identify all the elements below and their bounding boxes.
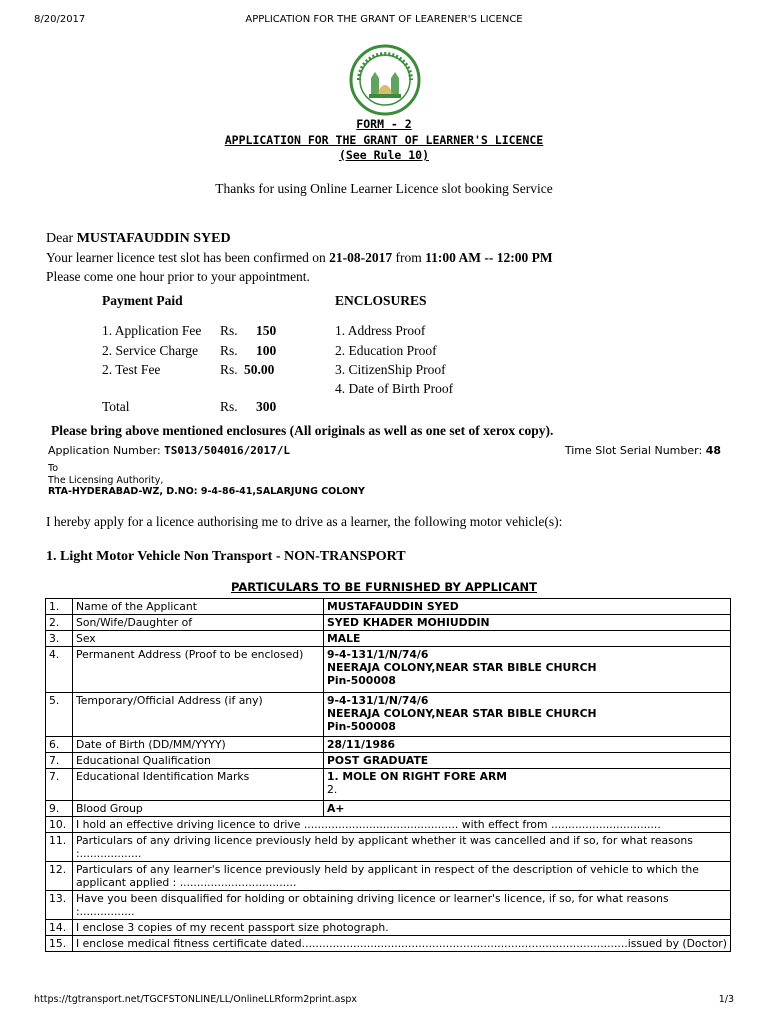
- row-label: Educational Qualification: [73, 753, 324, 769]
- row-statement: Particulars of any learner's licence previously held by applicant in respect of the description of vehicle to which the applicant applied : ..................................: [73, 862, 731, 891]
- row-value: SYED KHADER MOHIUDDIN: [324, 615, 731, 631]
- greeting-dear: Dear: [46, 231, 74, 246]
- payment-label: 2. Service Charge: [102, 343, 199, 358]
- row-value: [324, 647, 731, 693]
- row-number: 1.: [46, 599, 73, 615]
- payment-label: 2. Test Fee: [102, 362, 161, 377]
- slot-date: 21-08-2017: [329, 250, 393, 265]
- page-number: 1/3: [718, 994, 734, 1005]
- payment-label: 1. Application Fee: [102, 323, 202, 338]
- table-row: [46, 631, 731, 647]
- apply-statement: I hereby apply for a licence authorising me to drive as a learner, the following motor vehicle(s):: [46, 514, 563, 529]
- table-row: [46, 801, 731, 817]
- address-pin: Pin-500008: [327, 720, 396, 733]
- table-row: [46, 891, 731, 920]
- payment-rs: Rs.: [220, 399, 238, 414]
- address-authority: The Licensing Authority,: [48, 474, 164, 486]
- row-statement: I enclose medical fitness certificate dated...............................................................................................issued by (Doctor): [73, 936, 731, 952]
- row-label: Name of the Applicant: [73, 599, 324, 615]
- address-line: 9-4-131/1/N/74/6: [327, 648, 429, 661]
- particulars-table: [45, 598, 731, 952]
- row-number: 12.: [46, 862, 73, 891]
- row-number: 4.: [46, 647, 73, 693]
- enclosure-item: 2. Education Proof: [335, 343, 437, 358]
- row-value: MUSTAFAUDDIN SYED: [324, 599, 731, 615]
- row-statement: I hold an effective driving licence to drive ............................................. with effect from ................................: [73, 817, 731, 833]
- row-label: Temporary/Official Address (if any): [73, 693, 324, 737]
- form-rule: (See Rule 10): [338, 148, 429, 162]
- greeting: [46, 231, 231, 247]
- row-label: Sex: [73, 631, 324, 647]
- payment-total-amount: 300: [256, 399, 277, 414]
- row-value: 28/11/1986: [324, 737, 731, 753]
- print-header: [34, 14, 734, 28]
- address-pin: Pin-500008: [327, 674, 396, 687]
- application-number: [48, 444, 290, 457]
- time-slot-serial-value: 48: [705, 444, 721, 457]
- application-number-label: Application Number:: [48, 444, 161, 457]
- print-footer: [34, 994, 734, 1005]
- table-row: [46, 647, 731, 693]
- applicant-name: MUSTAFAUDDIN SYED: [76, 231, 231, 246]
- prior-note: Please come one hour prior to your appointment.: [46, 269, 310, 284]
- address-office: RTA-HYDERABAD-WZ, D.NO: 9-4-86-41,SALARJUNG COLONY: [48, 486, 365, 497]
- payment-rs: Rs.: [220, 323, 238, 338]
- print-title: APPLICATION FOR THE GRANT OF LEARENER'S LICENCE: [245, 14, 523, 25]
- confirm-prefix: Your learner licence test slot has been confirmed on: [46, 250, 326, 265]
- thanks-message: Thanks for using Online Learner Licence slot booking Service: [215, 181, 553, 196]
- enclosures-heading: ENCLOSURES: [335, 293, 427, 308]
- form-number: FORM - 2: [356, 117, 412, 131]
- table-row: [46, 769, 731, 801]
- row-number: 5.: [46, 693, 73, 737]
- identification-mark: 2.: [327, 783, 338, 796]
- row-statement: I enclose 3 copies of my recent passport size photograph.: [73, 920, 731, 936]
- authority-address: [48, 463, 365, 498]
- row-value: POST GRADUATE: [324, 753, 731, 769]
- address-to: To: [48, 463, 59, 474]
- row-label: Educational Identification Marks: [73, 769, 324, 801]
- payment-amount: 100: [256, 343, 277, 358]
- table-row: [46, 817, 731, 833]
- confirmation-line: [46, 250, 553, 266]
- row-number: 9.: [46, 801, 73, 817]
- address-line: NEERAJA COLONY,NEAR STAR BIBLE CHURCH: [327, 707, 597, 720]
- row-statement: Particulars of any driving licence previously held by applicant whether it was cancelled and if so, for what reasons :..................: [73, 833, 731, 862]
- application-number-value: TS013/504016/2017/L: [164, 444, 291, 457]
- row-label: Blood Group: [73, 801, 324, 817]
- row-number: 7.: [46, 769, 73, 801]
- row-value: A+: [324, 801, 731, 817]
- enclosure-item: 3. CitizenShip Proof: [335, 362, 446, 377]
- row-number: 11.: [46, 833, 73, 862]
- payment-rs: Rs.: [220, 362, 238, 377]
- payment-total-label: Total: [102, 399, 130, 414]
- address-line: 9-4-131/1/N/74/6: [327, 694, 429, 707]
- row-value: [324, 693, 731, 737]
- payment-rs: Rs.: [220, 343, 238, 358]
- table-row: [46, 920, 731, 936]
- row-number: 2.: [46, 615, 73, 631]
- row-number: 13.: [46, 891, 73, 920]
- row-value: [324, 769, 731, 801]
- table-row: [46, 862, 731, 891]
- print-date: 8/20/2017: [34, 14, 86, 25]
- table-row: [46, 615, 731, 631]
- row-number: 6.: [46, 737, 73, 753]
- table-row: [46, 599, 731, 615]
- government-seal-logo: [349, 44, 421, 116]
- payment-amount: 150: [256, 323, 277, 338]
- row-number: 10.: [46, 817, 73, 833]
- enclosure-item: 4. Date of Birth Proof: [335, 381, 454, 396]
- row-value: MALE: [324, 631, 731, 647]
- table-row: [46, 936, 731, 952]
- row-number: 14.: [46, 920, 73, 936]
- table-row: [46, 753, 731, 769]
- address-line: NEERAJA COLONY,NEAR STAR BIBLE CHURCH: [327, 661, 597, 674]
- particulars-heading: PARTICULARS TO BE FURNISHED BY APPLICANT: [230, 580, 538, 594]
- payment-heading: Payment Paid: [102, 293, 183, 308]
- table-row: [46, 693, 731, 737]
- bring-enclosures-note: Please bring above mentioned enclosures (All originals as well as one set of xerox copy).: [51, 423, 554, 438]
- row-label: Son/Wife/Daughter of: [73, 615, 324, 631]
- row-number: 3.: [46, 631, 73, 647]
- identification-mark: 1. MOLE ON RIGHT FORE ARM: [327, 770, 508, 783]
- row-statement: Have you been disqualified for holding or obtaining driving licence or learner's licence, if so, for what reasons :................: [73, 891, 731, 920]
- table-row: [46, 833, 731, 862]
- row-number: 15.: [46, 936, 73, 952]
- row-label: Date of Birth (DD/MM/YYYY): [73, 737, 324, 753]
- time-slot-serial-label: Time Slot Serial Number:: [564, 444, 703, 457]
- enclosure-item: 1. Address Proof: [335, 323, 426, 338]
- row-label: Permanent Address (Proof to be enclosed): [73, 647, 324, 693]
- row-number: 7.: [46, 753, 73, 769]
- confirm-from: from: [395, 250, 422, 265]
- vehicle-class: 1. Light Motor Vehicle Non Transport - NON-TRANSPORT: [46, 549, 406, 564]
- slot-time: 11:00 AM -- 12:00 PM: [425, 250, 553, 265]
- page-url: https://tgtransport.net/TGCFSTONLINE/LL/OnlineLLRform2print.aspx: [34, 994, 358, 1005]
- table-row: [46, 737, 731, 753]
- form-title: APPLICATION FOR THE GRANT OF LEARNER'S LICENCE: [224, 133, 544, 147]
- payment-amount: 50.00: [244, 362, 275, 377]
- time-slot-serial: [565, 444, 721, 457]
